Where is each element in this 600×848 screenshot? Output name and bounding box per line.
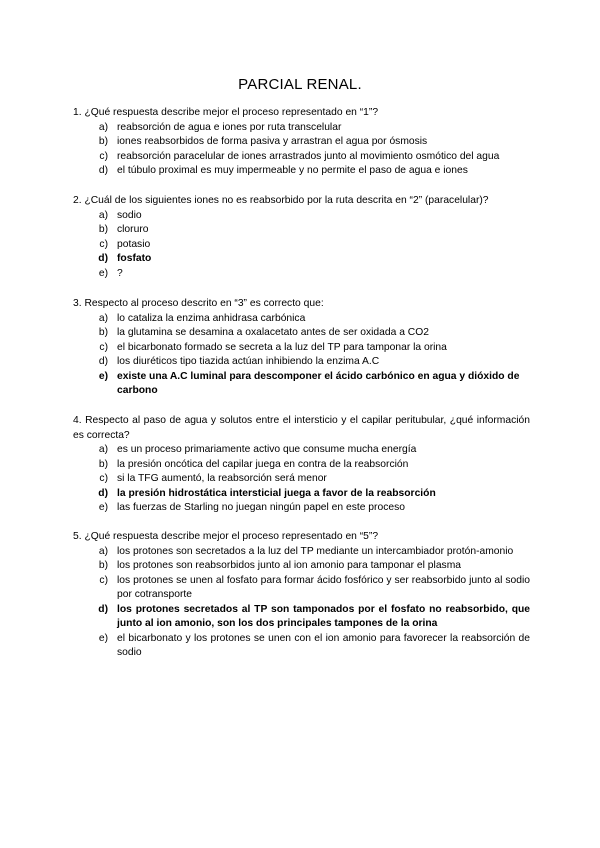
option-e [73, 501, 530, 516]
option-letter: a) [98, 545, 108, 557]
option-b [73, 223, 530, 238]
option-text: la presión oncótica del capilar juega en contra de la reabsorción [117, 458, 409, 470]
option-d [73, 355, 530, 370]
option-text: cloruro [117, 224, 149, 235]
option-letter: d) [98, 165, 108, 176]
option-d [73, 603, 530, 632]
option-e [73, 632, 530, 661]
option-e [73, 370, 530, 399]
option-letter: d) [98, 356, 108, 367]
question-1 [73, 106, 530, 179]
option-letter: b) [98, 136, 108, 147]
options-list [73, 209, 530, 282]
option-letter: a) [98, 209, 108, 221]
question-text: 5. ¿Qué respuesta describe mejor el proceso representado en “5”? [73, 531, 379, 542]
option-letter: e) [98, 502, 108, 513]
options-list [73, 545, 530, 661]
option-text: los protones secretados al TP son tamponados por el fosfato no reabsorbido, que junto al ion amonio, son los dos principales tampones de la orina [117, 603, 530, 629]
option-text: si la TFG aumentó, la reabsorción será menor [117, 473, 327, 484]
option-a [73, 443, 530, 458]
option-letter: c) [99, 473, 108, 484]
option-letter: d) [98, 487, 108, 499]
option-c [73, 238, 530, 253]
option-b [73, 559, 530, 574]
option-text: las fuerzas de Starling no juegan ningún papel en este proceso [117, 502, 405, 513]
option-letter: b) [98, 327, 108, 338]
option-text: reabsorción paracelular de iones arrastrados junto al movimiento osmótico del agua [117, 150, 500, 162]
question-text: 4. Respecto al paso de agua y solutos entre el intersticio y el capilar peritubular, ¿qué información es correcta? [73, 415, 530, 441]
option-c [73, 472, 530, 487]
option-letter: b) [98, 224, 108, 235]
option-text: los diuréticos tipo tiazida actúan inhibiendo la enzima A.C [117, 356, 380, 367]
option-a [73, 545, 530, 560]
option-d [73, 164, 530, 179]
question-4 [73, 414, 530, 516]
page-title: PARCIAL RENAL. [238, 76, 362, 93]
option-b [73, 458, 530, 473]
option-text: la glutamina se desamina a oxalacetato antes de ser oxidada a CO2 [117, 327, 429, 338]
options-list [73, 443, 530, 516]
option-text: el bicarbonato y los protones se unen con el ion amonio para favorecer la reabsorción de sodio [117, 632, 530, 658]
option-letter: c) [99, 238, 108, 250]
option-text: reabsorción de agua e iones por ruta transcelular [117, 121, 342, 133]
option-a [73, 121, 530, 136]
option-text: existe una A.C luminal para descomponer el ácido carbónico en agua y dióxido de carbono [117, 370, 520, 396]
option-letter: b) [98, 458, 108, 470]
option-text: los protones son secretados a la luz del TP mediante un intercambiador protón-amonio [117, 545, 514, 557]
option-text: potasio [117, 238, 151, 250]
option-text: el túbulo proximal es muy impermeable y no permite el paso de agua e iones [117, 165, 468, 176]
option-letter: d) [98, 603, 108, 615]
option-text: ? [117, 267, 123, 279]
question-5 [73, 530, 530, 661]
question-text: 3. Respecto al proceso descrito en “3” es correcto que: [73, 298, 324, 309]
option-text: el bicarbonato formado se secreta a la luz del TP para tamponar la orina [117, 341, 447, 353]
option-letter: a) [98, 312, 108, 324]
option-c [73, 574, 530, 603]
option-text: la presión hidrostática intersticial juega a favor de la reabsorción [117, 487, 436, 499]
option-e [73, 267, 530, 282]
option-text: lo cataliza la enzima anhidrasa carbónica [117, 312, 306, 324]
option-letter: d) [98, 253, 108, 264]
question-text: 1. ¿Qué respuesta describe mejor el proceso representado en “1”? [73, 107, 379, 118]
option-letter: e) [98, 632, 108, 644]
option-text: los protones se unen al fosfato para formar ácido fosfórico y ser reabsorbido junto al sodio por cotransporte [117, 574, 530, 600]
option-a [73, 312, 530, 327]
question-2 [73, 194, 530, 281]
option-c [73, 150, 530, 165]
option-text: iones reabsorbidos de forma pasiva y arrastran el agua por ósmosis [117, 136, 428, 147]
option-letter: c) [99, 150, 108, 162]
question-3 [73, 297, 530, 399]
option-letter: a) [98, 444, 108, 455]
options-list [73, 121, 530, 179]
option-d [73, 252, 530, 267]
option-letter: b) [98, 560, 108, 571]
option-b [73, 135, 530, 150]
option-d [73, 487, 530, 502]
option-letter: a) [98, 121, 108, 133]
option-letter: c) [99, 574, 108, 586]
options-list [73, 312, 530, 399]
option-letter: e) [98, 370, 108, 382]
option-text: es un proceso primariamente activo que consume mucha energía [117, 444, 417, 455]
question-text: 2. ¿Cuál de los siguientes iones no es reabsorbido por la ruta descrita en “2” (paracelular)? [73, 195, 489, 206]
option-b [73, 326, 530, 341]
option-text: fosfato [117, 253, 152, 264]
option-a [73, 209, 530, 224]
option-text: los protones son reabsorbidos junto al ion amonio para tamponar el plasma [117, 560, 462, 571]
option-text: sodio [117, 209, 142, 221]
option-letter: e) [98, 267, 108, 279]
option-letter: c) [99, 341, 108, 353]
option-c [73, 341, 530, 356]
